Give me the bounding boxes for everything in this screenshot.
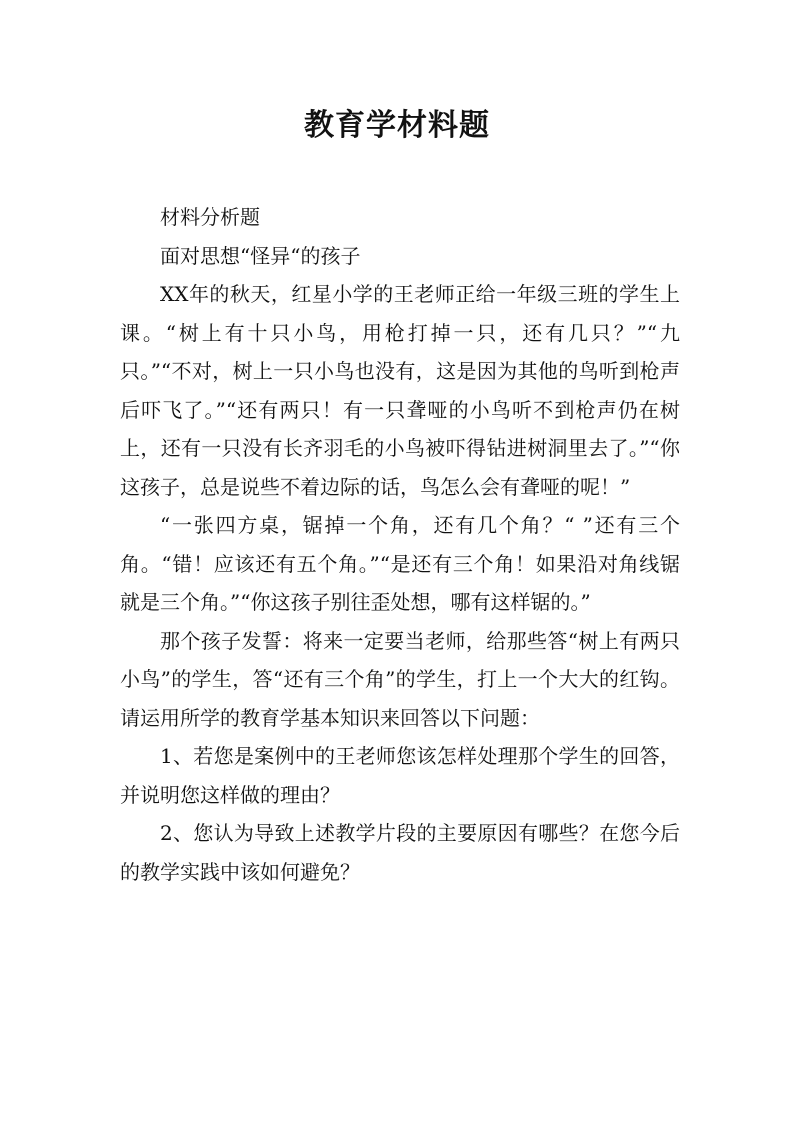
paragraph-vow: 那个孩子发誓：将来一定要当老师，给那些答“树上有两只小鸟”的学生，答“还有三个角”的学生，打上一个大大的红钩。请运用所学的教育学基本知识来回答以下问题： bbox=[120, 628, 680, 730]
case-title: 面对思想“怪异“的孩子 bbox=[160, 243, 361, 268]
document-title: 教育学材料题 bbox=[304, 108, 490, 143]
paragraph-story-table: “一张四方桌，锯掉一个角，还有几个角？“ ”还有三个角。“错！应该还有五个角。”“是还有三个角！如果沿对角线锯就是三个角。”“你这孩子别往歪处想，哪有这样锯的。” bbox=[120, 513, 680, 614]
question-1: 1、若您是案例中的王老师您该怎样处理那个学生的回答，并说明您这样做的理由？ bbox=[120, 744, 680, 807]
document-body bbox=[120, 198, 680, 891]
question-2: 2、您认为导致上述教学片段的主要原因有哪些？在您今后的教学实践中该如何避免？ bbox=[120, 821, 680, 884]
section-heading: 材料分析题 bbox=[160, 205, 260, 229]
paragraph-story-birds: XX年的秋天，红星小学的王老师正给一年级三班的学生上课。“树上有十只小鸟，用枪打掉一只，还有几只？”“九只。”“不对，树上一只小鸟也没有，这是因为其他的鸟听到枪声后吓飞了。”“还有两只！有一只聋哑的小鸟听不到枪声仍在树上，还有一只没有长齐羽毛的小鸟被吓得钻进树洞里去了。”“你这孩子，总是说些不着边际的话，鸟怎么会有聋哑的呢！” bbox=[120, 282, 680, 499]
